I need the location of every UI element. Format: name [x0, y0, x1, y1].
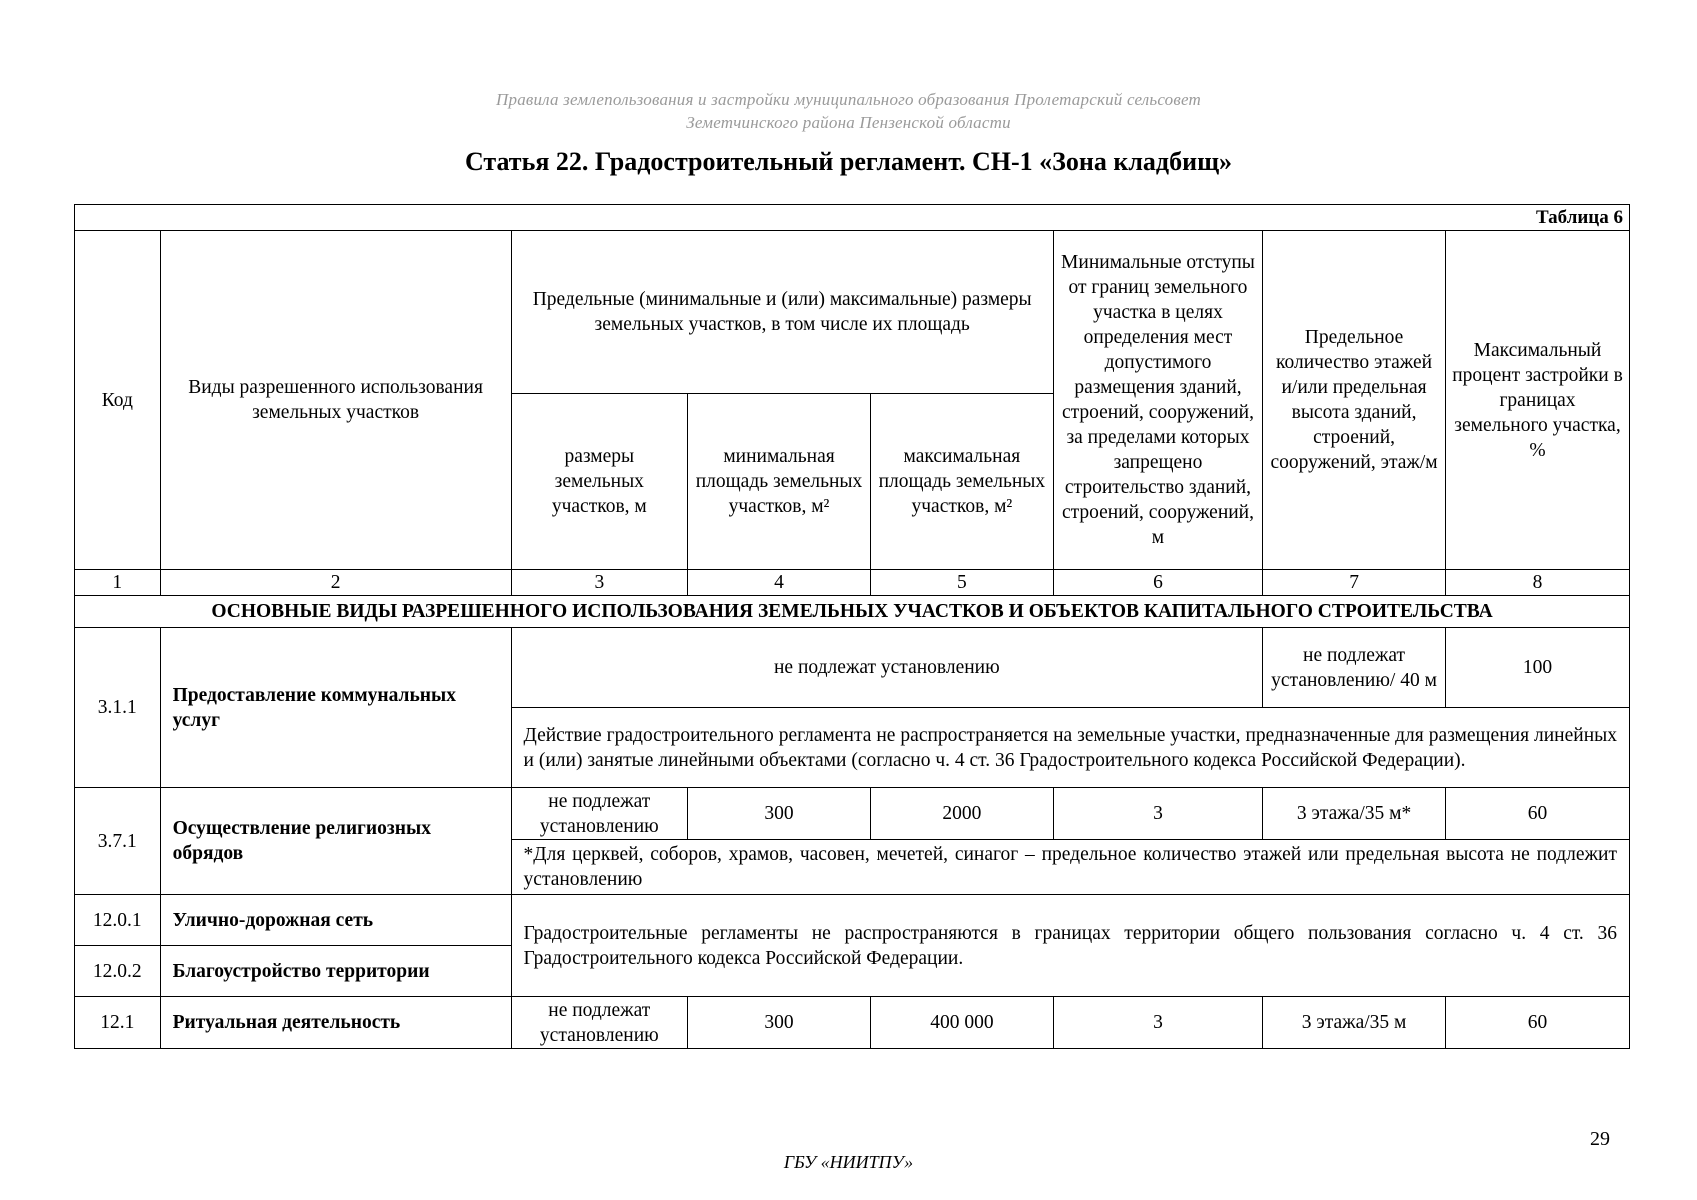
running-header-line1: Правила землепользования и застройки муниципального образования Пролетарский сельсовет	[496, 90, 1201, 109]
column-numbers-row	[75, 570, 1630, 596]
row-code: 3.1.1	[75, 628, 161, 788]
row-use-name: Благоустройство территории	[160, 946, 511, 997]
row-max-area: 2000	[870, 788, 1053, 840]
table-row	[75, 788, 1630, 840]
row-coverage: 100	[1446, 628, 1630, 708]
row-note: Градостроительные регламенты не распространяются в границах территории общего пользования согласно ч. 4 ст. 36 Градостроительного кодекса Российской Федерации.	[511, 895, 1629, 997]
col-number: 3	[511, 570, 688, 596]
col-number: 4	[688, 570, 871, 596]
row-coverage: 60	[1446, 788, 1630, 840]
table-label: Таблица 6	[75, 205, 1630, 231]
col-header-limits-group: Предельные (минимальные и (или) максимальные) размеры земельных участков, в том числе их площадь	[511, 231, 1053, 394]
col-header-setbacks: Минимальные отступы от границ земельного участка в целях определения мест допустимого размещения зданий, строений, сооружений, за пределами которых запрещено строительство зданий, строений, сооружений, м	[1053, 231, 1262, 570]
row-floors: 3 этажа/35 м*	[1263, 788, 1446, 840]
col-header-sizes: размеры земельных участков, м	[511, 394, 688, 570]
row-code: 12.1	[75, 997, 161, 1049]
running-header-line2: Земетчинского района Пензенской области	[686, 113, 1011, 132]
col-header-code: Код	[75, 231, 161, 570]
col-header-use-types: Виды разрешенного использования земельных участков	[160, 231, 511, 570]
row-use-name: Предоставление коммунальных услуг	[160, 628, 511, 788]
table-row	[75, 895, 1630, 946]
regulation-table	[74, 204, 1630, 1049]
row-use-name: Осуществление религиозных обрядов	[160, 788, 511, 895]
table-row	[75, 628, 1630, 708]
table-row	[75, 997, 1630, 1049]
col-number: 2	[160, 570, 511, 596]
col-number: 8	[1446, 570, 1630, 596]
article-title: Статья 22. Градостроительный регламент. СН-1 «Зона кладбищ»	[464, 147, 1233, 176]
row-setbacks: 3	[1053, 788, 1262, 840]
row-sizes: не подлежат установлению	[511, 997, 688, 1049]
row-coverage: 60	[1446, 997, 1630, 1049]
col-number: 6	[1053, 570, 1262, 596]
row-floors: не подлежат установлению/ 40 м	[1263, 628, 1446, 708]
col-header-min-area: минимальная площадь земельных участков, м²	[688, 394, 871, 570]
row-code: 3.7.1	[75, 788, 161, 895]
col-number: 7	[1263, 570, 1446, 596]
row-min-area: 300	[688, 997, 871, 1049]
row-max-area: 400 000	[870, 997, 1053, 1049]
running-header	[0, 88, 1697, 134]
row-code: 12.0.2	[75, 946, 161, 997]
col-header-coverage: Максимальный процент застройки в границах земельного участка, %	[1446, 231, 1630, 570]
row-min-area: 300	[688, 788, 871, 840]
row-use-name: Ритуальная деятельность	[160, 997, 511, 1049]
section-title: ОСНОВНЫЕ ВИДЫ РАЗРЕШЕННОГО ИСПОЛЬЗОВАНИЯ ЗЕМЕЛЬНЫХ УЧАСТКОВ И ОБЪЕКТОВ КАПИТАЛЬНОГО СТРОИТЕЛЬСТВА	[75, 596, 1630, 628]
row-limits-merged: не подлежат установлению	[511, 628, 1263, 708]
running-footer: ГБУ «НИИТПУ»	[783, 1152, 914, 1172]
row-sizes: не подлежат установлению	[511, 788, 688, 840]
col-number: 1	[75, 570, 161, 596]
page-number: 29	[1590, 1128, 1610, 1150]
row-setbacks: 3	[1053, 997, 1262, 1049]
row-note: *Для церквей, соборов, храмов, часовен, мечетей, синагог – предельное количество этажей или предельная высота не подлежит установлению	[511, 840, 1629, 895]
row-floors: 3 этажа/35 м	[1263, 997, 1446, 1049]
col-header-floors: Предельное количество этажей и/или предельная высота зданий, строений, сооружений, этаж/м	[1263, 231, 1446, 570]
row-use-name: Улично-дорожная сеть	[160, 895, 511, 946]
row-code: 12.0.1	[75, 895, 161, 946]
row-note: Действие градостроительного регламента не распространяется на земельные участки, предназначенные для размещения линейных и (или) занятые линейными объектами (согласно ч. 4 ст. 36 Градостроительного кодекса Российской Федерации).	[511, 708, 1629, 788]
col-number: 5	[870, 570, 1053, 596]
col-header-max-area: максимальная площадь земельных участков, м²	[870, 394, 1053, 570]
